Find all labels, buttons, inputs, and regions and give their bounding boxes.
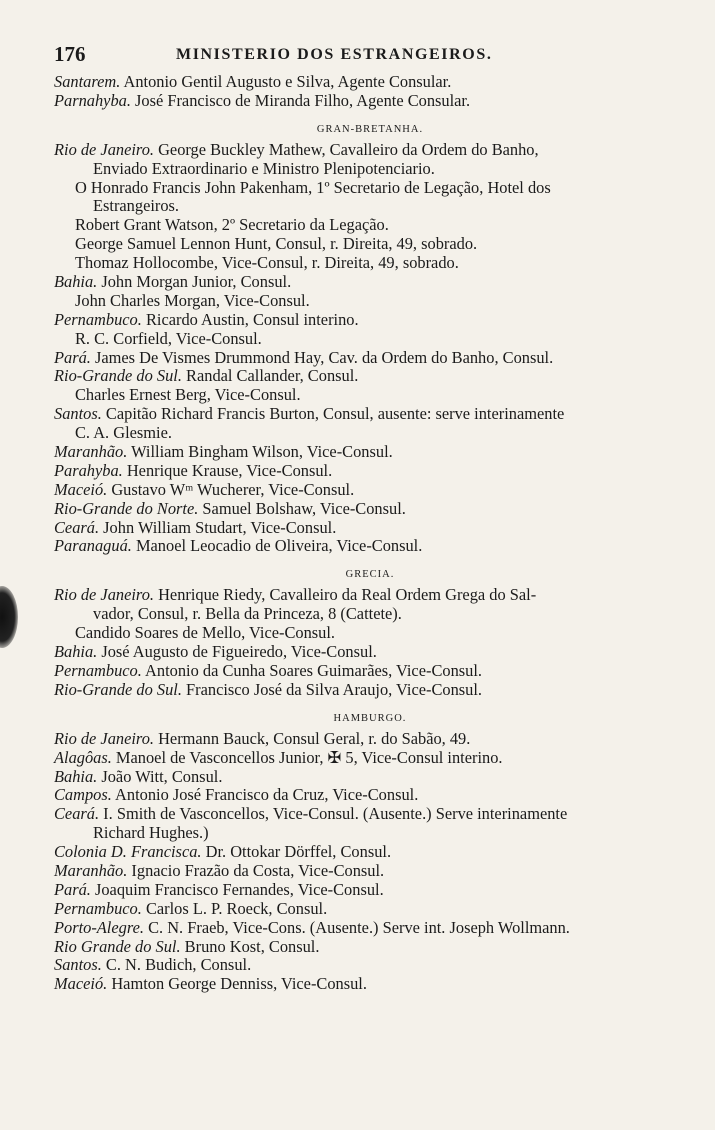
directory-line — [54, 824, 686, 843]
entry-text: Dr. Ottokar Dörffel, Consul. — [201, 842, 392, 862]
place-name: Porto-Alegre. — [54, 917, 144, 937]
entry-text: C. N. Budich, Consul. — [101, 955, 252, 975]
entry-text: Joaquim Francisco Fernandes, Vice-Consul. — [90, 879, 384, 899]
place-name: Parnahyba. — [54, 90, 131, 110]
entry-text: Manoel Leocadio de Oliveira, Vice-Consul. — [131, 536, 423, 556]
place-name: Santarem. — [54, 72, 121, 91]
place-name: Maranhão. — [54, 860, 128, 880]
running-title: MINISTERIO DOS ESTRANGEIROS. — [176, 46, 493, 63]
directory-line — [54, 216, 686, 235]
place-name: Rio Grande do Sul. — [54, 936, 181, 956]
place-name: Pará. — [54, 879, 91, 899]
entry-text: José Augusto de Figueiredo, Vice-Consul. — [97, 642, 377, 662]
directory-line — [54, 405, 686, 424]
directory-line — [54, 805, 686, 824]
directory-line — [54, 586, 686, 605]
entry-text: vador, Consul, r. Bella da Princeza, 8 (Cattete). — [93, 604, 402, 624]
place-name: Ceará. — [54, 517, 100, 537]
entry-text: Thomaz Hollocombe, Vice-Consul, r. Direita, 49, sobrado. — [75, 253, 459, 273]
entry-text: Richard Hughes.) — [93, 823, 209, 843]
place-name: Parahyba. — [54, 460, 123, 480]
entry-text: Antonio Gentil Augusto e Silva, Agente Consular. — [120, 72, 452, 91]
directory-line — [54, 881, 686, 900]
directory-line — [54, 254, 686, 273]
place-name: Bahia. — [54, 272, 98, 292]
section-heading: GRAN-BRETANHA. — [316, 123, 424, 135]
directory-line — [54, 662, 686, 681]
directory-line — [54, 481, 686, 500]
entry-text: Randal Callander, Consul. — [181, 366, 359, 386]
place-name: Bahia. — [54, 642, 98, 662]
entry-text: José Francisco de Miranda Filho, Agente Consular. — [130, 90, 471, 110]
entry-text: William Bingham Wilson, Vice-Consul. — [127, 442, 393, 462]
entry-text: Hermann Bauck, Consul Geral, r. do Sabão, 49. — [153, 728, 471, 748]
place-name: Ceará. — [54, 804, 100, 824]
entry-text: R. C. Corfield, Vice-Consul. — [75, 328, 262, 348]
directory-line — [54, 843, 686, 862]
place-name: Alagôas. — [54, 747, 112, 767]
entry-text: Robert Grant Watson, 2º Secretario da Legação. — [75, 215, 389, 235]
entry-text: John Morgan Junior, Consul. — [97, 272, 292, 292]
place-name: Rio-Grande do Norte. — [54, 498, 199, 518]
directory-line — [54, 975, 686, 994]
place-name: Pernambuco. — [54, 898, 142, 918]
place-name: Maranhão. — [54, 442, 128, 462]
place-name: Rio-Grande do Sul. — [54, 366, 182, 386]
directory-line — [54, 197, 686, 216]
entry-text: Bruno Kost, Consul. — [180, 936, 320, 956]
place-name: Santos. — [54, 404, 102, 424]
directory-line — [54, 537, 686, 556]
entry-text: John Charles Morgan, Vice-Consul. — [75, 290, 310, 310]
place-name: Paranaguá. — [54, 536, 132, 556]
entry-text: I. Smith de Vasconcellos, Vice-Consul. (Ausente.) Serve interinamente — [99, 804, 568, 824]
entry-text: Ricardo Austin, Consul interino. — [141, 309, 359, 329]
directory-line — [54, 862, 686, 881]
place-name: Colonia D. Francisca. — [54, 842, 202, 862]
directory-line — [54, 92, 686, 111]
place-name: Maceió. — [54, 974, 108, 994]
directory-line — [54, 424, 686, 443]
entry-text: Ignacio Frazão da Costa, Vice-Consul. — [127, 860, 385, 880]
place-name: Santos. — [54, 955, 102, 975]
directory-line — [54, 786, 686, 805]
directory-line — [54, 605, 686, 624]
directory-line — [54, 73, 686, 92]
directory-line — [54, 519, 686, 538]
entry-text: Carlos L. P. Roeck, Consul. — [141, 898, 328, 918]
directory-line — [54, 386, 686, 405]
directory-line — [54, 956, 686, 975]
directory-line — [54, 749, 686, 768]
entry-text: Candido Soares de Mello, Vice-Consul. — [75, 623, 336, 643]
directory-line — [54, 160, 686, 179]
entry-text: Estrangeiros. — [93, 196, 180, 216]
section-heading: HAMBURGO. — [333, 712, 407, 724]
entry-text: Henrique Riedy, Cavalleiro da Real Ordem Grega do Sal- — [153, 585, 537, 605]
directory-line — [54, 273, 686, 292]
entry-text: Henrique Krause, Vice-Consul. — [122, 460, 333, 480]
place-name: Rio-Grande do Sul. — [54, 679, 182, 699]
directory-line — [54, 330, 686, 349]
page-header — [54, 42, 684, 68]
directory-line — [54, 681, 686, 700]
place-name: Bahia. — [54, 766, 98, 786]
ink-stain — [0, 586, 18, 648]
entry-text: Gustavo Wᵐ Wucherer, Vice-Consul. — [107, 479, 355, 499]
entry-text: Charles Ernest Berg, Vice-Consul. — [75, 385, 301, 405]
place-name: Pernambuco. — [54, 309, 142, 329]
entry-text: Capitão Richard Francis Burton, Consul, ausente: serve interinamente — [101, 404, 565, 424]
place-name: Maceió. — [54, 479, 108, 499]
section-heading: GRECIA. — [345, 569, 395, 581]
place-name: Pernambuco. — [54, 660, 142, 680]
directory-line — [54, 768, 686, 787]
place-name: Rio de Janeiro. — [54, 139, 154, 159]
directory-line — [54, 624, 686, 643]
page-number: 176 — [54, 42, 86, 66]
directory-line — [54, 462, 686, 481]
entry-text: João Witt, Consul. — [97, 766, 223, 786]
directory-line — [54, 367, 686, 386]
directory-line — [54, 311, 686, 330]
page-body — [54, 73, 686, 994]
entry-text: Antonio da Cunha Soares Guimarães, Vice-Consul. — [141, 660, 482, 680]
entry-text: James De Vismes Drummond Hay, Cav. da Ordem do Banho, Consul. — [90, 347, 554, 367]
directory-line — [54, 292, 686, 311]
entry-text: O Honrado Francis John Pakenham, 1º Secretario de Legação, Hotel dos — [75, 177, 551, 197]
place-name: Rio de Janeiro. — [54, 728, 154, 748]
directory-line — [54, 919, 686, 938]
directory-line — [54, 235, 686, 254]
place-name: Rio de Janeiro. — [54, 585, 154, 605]
directory-line — [54, 179, 686, 198]
entry-text: Francisco José da Silva Araujo, Vice-Consul. — [181, 679, 483, 699]
entry-text: Samuel Bolshaw, Vice-Consul. — [198, 498, 406, 518]
entry-text: George Buckley Mathew, Cavalleiro da Ordem do Banho, — [153, 139, 539, 159]
directory-line — [54, 443, 686, 462]
directory-line — [54, 900, 686, 919]
entry-text: Manoel de Vasconcellos Junior, ✠ 5, Vice-Consul interino. — [111, 747, 503, 767]
directory-line — [54, 643, 686, 662]
place-name: Pará. — [54, 347, 91, 367]
entry-text: George Samuel Lennon Hunt, Consul, r. Direita, 49, sobrado. — [75, 234, 478, 254]
place-name: Campos. — [54, 785, 112, 805]
directory-line — [54, 730, 686, 749]
directory-line — [54, 141, 686, 160]
directory-line — [54, 938, 686, 957]
entry-text: Antonio José Francisco da Cruz, Vice-Consul. — [111, 785, 419, 805]
entry-text: Enviado Extraordinario e Ministro Plenipotenciario. — [93, 158, 435, 178]
entry-text: C. N. Fraeb, Vice-Cons. (Ausente.) Serve int. Joseph Wollmann. — [143, 917, 570, 937]
entry-text: John William Studart, Vice-Consul. — [99, 517, 337, 537]
directory-line — [54, 500, 686, 519]
entry-text: Hamton George Denniss, Vice-Consul. — [107, 974, 367, 994]
entry-text: C. A. Glesmie. — [75, 423, 172, 443]
directory-line — [54, 349, 686, 368]
